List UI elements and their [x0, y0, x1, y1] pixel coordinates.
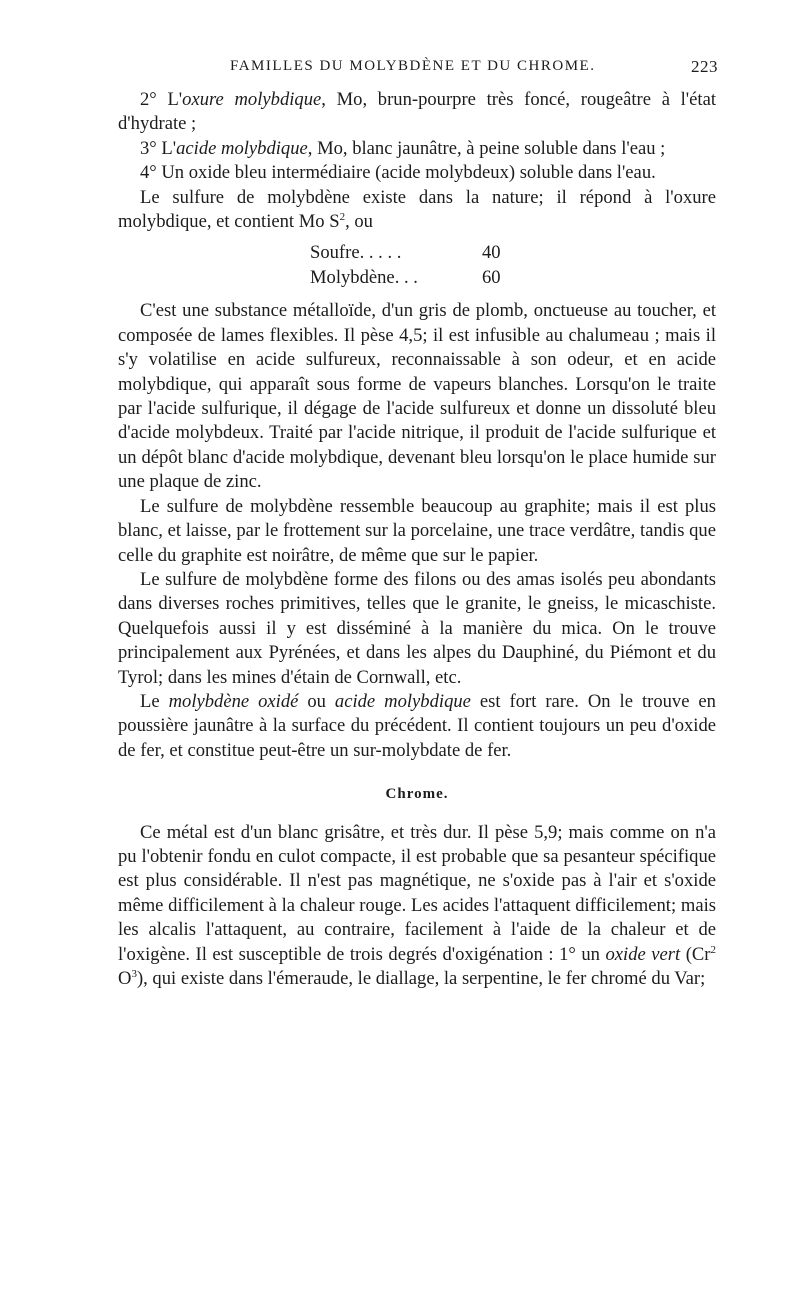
running-header: [118, 58, 718, 84]
element-label: Soufre. . . . .: [310, 242, 402, 264]
page-number: 223: [691, 57, 718, 76]
paragraph-molybdene-oxide: [118, 690, 716, 763]
page-body: [118, 88, 716, 991]
item-number: 3°: [140, 137, 157, 159]
element-label: Molybdène. . .: [310, 267, 418, 289]
composition-row: [118, 241, 716, 266]
paragraph-text: , ou: [345, 211, 373, 233]
composition-table: [118, 241, 716, 291]
paragraph-text: est fort rare. On le trouve en poussière jaunâtre à la surface du précédent. Il contient toujours un peu d'oxide de fer, et constitue peut-être un sur-molybdate de fer.: [118, 690, 716, 761]
paragraph-text: O: [118, 968, 132, 989]
item-number: 2°: [140, 89, 157, 110]
paragraph-text: Le: [140, 690, 169, 712]
paragraph-term: molybdène oxidé: [168, 690, 299, 712]
item-text: L': [161, 137, 177, 159]
paragraph-sulfure: [118, 186, 716, 235]
paragraph-text: ), qui existe dans l'émeraude, le diallage, la serpentine, le fer chromé du Var;: [136, 968, 706, 989]
paragraph-graphite: Le sulfure de molybdène ressemble beaucoup au graphite; mais il est plus blanc, et laisse, par le frottement sur la porcelaine, une trace verdâtre, tandis que celle du graphite est noirâtre, de même que sur le papier.: [118, 495, 716, 566]
list-item-oxide-bleu: 4° Un oxide bleu intermédiaire (acide molybdeux) soluble dans l'eau.: [140, 162, 656, 184]
item-term: acide molybdique: [176, 137, 308, 159]
superscript: 2: [710, 943, 716, 956]
paragraph-text: ou: [298, 690, 335, 712]
element-value: 60: [482, 267, 501, 289]
paragraph-filons: Le sulfure de molybdène forme des filons ou des amas isolés peu abondants dans diverses roches primitives, telles que le granite, le gneiss, le micaschiste. Quelquefois aussi il y est disséminé à la manière du mica. On le trouve principalement aux Pyrénées, et dans les alpes du Dauphiné, du Piémont et du Tyrol; dans les mines d'étain de Cornwall, etc.: [118, 568, 716, 688]
item-text: , Mo, blanc jaunâtre, à peine soluble dans l'eau ;: [307, 137, 666, 159]
item-term: oxure molybdique: [182, 89, 322, 110]
section-title: Chrome.: [385, 786, 449, 803]
superscript: 2: [339, 211, 346, 224]
element-value: 40: [482, 242, 501, 264]
paragraph-term: acide molybdique: [334, 690, 471, 712]
composition-row: [118, 266, 716, 291]
paragraph-substance: C'est une substance métalloïde, d'un gris de plomb, onctueuse au toucher, et composée de lames flexibles. Il pèse 4,5; il est infusible au chalumeau ; mais il s'y volatilise en acide sulfureux, reconnaissable à son odeur, et en acide molybdique, qui apparaît sous forme de vapeurs blanches. Lorsqu'on le traite par l'acide sulfurique, il dégage de l'acide sulfureux et donne un dissoluté bleu d'acide molybdeux. Traité par l'acide nitrique, il produit de l'acide sulfurique et un dépôt blanc d'acide molybdique, devenant bleu lorsqu'on le place humide sur une plaque de zinc.: [118, 300, 716, 493]
list-item-acide: [118, 137, 716, 161]
paragraph-text: Le sulfure de molybdène existe dans la nature; il répond à l'oxure molybdique, et contient Mo S: [118, 186, 716, 233]
paragraph-text: (Cr: [680, 943, 711, 965]
paragraph-text: Ce métal est d'un blanc grisâtre, et très dur. Il pèse 5,9; mais comme on n'a pu l'obtenir fondu en culot compacte, il est probable que sa pesanteur spécifique est plus considérable. Il n'est pas magnétique, ne s'oxide pas à l'air et s'oxide même difficilement à la chaleur rouge. Les acides l'attaquent difficilement; mais les alcalis l'attaquent, au contraire, facilement à l'aide de la chaleur et de l'oxigène. Il est susceptible de trois degrés d'oxigénation : 1° un: [118, 821, 716, 965]
paragraph-chrome: [118, 821, 716, 992]
header-title: FAMILLES DU MOLYBDÈNE ET DU CHROME.: [230, 58, 596, 74]
item-text: , Mo, brun-pourpre très foncé, rougeâtre à l'état d'hydrate ;: [118, 89, 716, 135]
item-text: L': [167, 89, 183, 110]
paragraph-term: oxide vert: [605, 943, 681, 965]
superscript: 3: [131, 968, 137, 980]
list-item-oxure: [118, 88, 716, 137]
